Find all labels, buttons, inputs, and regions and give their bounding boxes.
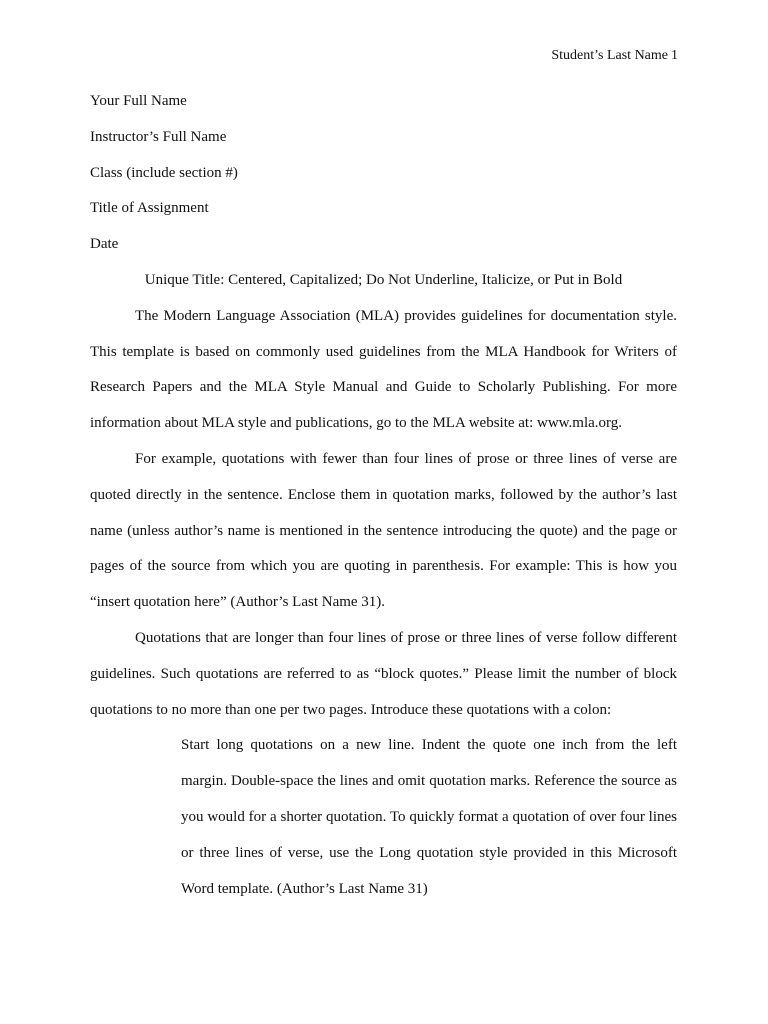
instructor-name-line: Instructor’s Full Name [90, 128, 227, 145]
class-line: Class (include section #) [90, 164, 238, 181]
running-head [551, 46, 678, 66]
document-body [90, 84, 677, 907]
block-quote: Start long quotations on a new line. Indent the quote one inch from the left margin. Double-space the lines and omit quotation marks. Reference the source as you would for a shorter quotation. To quickly format a quotation of over four lines or three lines of verse, use the Long quotation style provided in this Microsoft Word template. (Author’s Last Name 31) [181, 737, 677, 897]
student-name-line: Your Full Name [90, 93, 187, 109]
paper-title: Unique Title: Centered, Capitalized; Do Not Underline, Italicize, or Put in Bold [144, 271, 623, 288]
assignment-title-line: Title of Assignment [90, 200, 209, 217]
paragraph-block-quotes: Quotations that are longer than four lines of prose or three lines of verse follow different guidelines. Such quotations are referred to as “block quotes.” Please limit the number of block quotations to no more than one per two pages. Introduce these quotations with a colon: [90, 629, 677, 718]
date-line: Date [90, 236, 119, 253]
page-number: 1 [671, 48, 678, 63]
paragraph-short-quotes: For example, quotations with fewer than four lines of prose or three lines of verse are quoted directly in the sentence. Enclose them in quotation marks, followed by the author’s last name (unless author’s name is mentioned in the sentence introducing the quote) and the page or pages of the source from which you are quoting in parenthesis. For example: This is how you “insert quotation here” (Author’s Last Name 31). [90, 450, 677, 611]
running-head-name: Student’s Last Name [551, 48, 668, 63]
paragraph-intro: The Modern Language Association (MLA) provides guidelines for documentation style. This template is based on commonly used guidelines from the MLA Handbook for Writers of Research Papers and the MLA Style Manual and Guide to Scholarly Publishing. For more information about MLA style and publications, go to the MLA website at: www.mla.org. [90, 307, 677, 432]
